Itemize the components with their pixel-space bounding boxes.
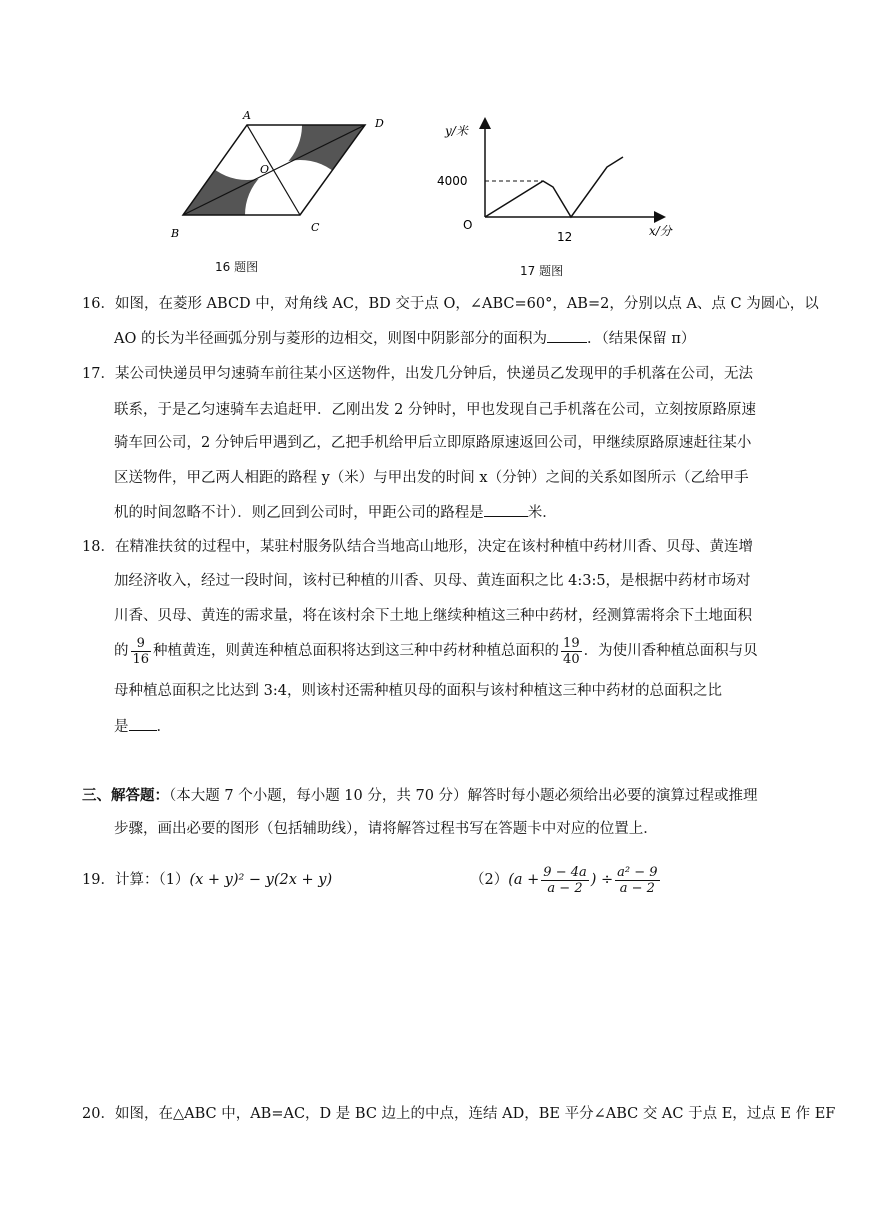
q19-fraction-1-denominator: a − 2 [547,880,583,896]
q16-answer-blank [547,328,587,343]
q17-answer-blank [484,502,528,517]
q16-number: 16． [82,296,115,312]
q19-expression-1: (x + y)² − y(2x + y) [189,872,333,888]
q17-line-4 [114,468,749,488]
q19-number: 19． [82,872,115,888]
q18-text-4b: 种植黄连，则黄连种植总面积将达到这三种中药材种植总面积的 [153,643,560,659]
q19-fraction-2 [615,865,659,896]
q19-fraction-1 [541,865,588,896]
q20-line-1 [82,1104,835,1124]
y-tick-4000: 4000 [437,174,468,188]
q16-line-2 [114,328,695,349]
label-A: A [243,109,251,122]
section-3-title: 三、解答题： [82,787,169,804]
q17-text-4: 区送物件，甲乙两人相距的路程 y（米）与甲出发的时间 x（分钟）之间的关系如图所示（乙给甲手 [114,470,749,486]
x-axis-label: x/分 [649,224,672,238]
q18-text-1: 在精准扶贫的过程中，某驻村服务队结合当地高山地形，决定在该村种植中药材川香、贝母、黄连增 [114,539,753,555]
label-C: C [311,221,320,234]
origin-label: O [463,218,473,232]
q18-text-3: 川香、贝母、黄连的需求量，将在该村余下土地上继续种植这三种中药材，经测算需将余下土地面积 [114,608,752,624]
q19-part1-label: （1） [158,872,190,888]
q17-number: 17． [82,366,115,382]
q17-line-3 [114,433,751,453]
figure-16-rhombus [165,105,405,245]
q18-text-5: 母种植总面积之比达到 3:4，则该村还需种植贝母的面积与该村种植这三种中药材的总面积之比 [114,683,722,699]
q18-line-6 [114,716,171,737]
q19-part2-label: （2） [470,872,509,888]
q17-line-1 [82,364,753,384]
q17-line-5 [114,502,557,523]
q17-text-1: 某公司快递员甲匀速骑车前往某小区送物件，出发几分钟后，快递员乙发现甲的手机落在公司，无法 [114,366,753,382]
q18-number: 18． [82,539,115,555]
q19-fraction-1-numerator: 9 − 4a [543,864,587,880]
q19-expr2-open: (a + [508,872,540,888]
fraction-19-40-numerator: 19 [563,635,580,651]
q17-text-5b: 米． [527,505,557,521]
q18-line-4 [114,634,758,668]
q17-text-2: 联系，于是乙匀速骑车去追赶甲．乙刚出发 2 分钟时，甲也发现自己手机落在公司，立刻按原路原速 [114,402,756,418]
q16-text-1: 如图，在菱形 ABCD 中，对角线 AC，BD 交于点 O，∠ABC=60°，AB=2，分别以点 A、点 C 为圆心，以 [114,296,819,312]
q18-answer-blank [129,716,157,731]
fraction-9-16 [131,636,152,667]
q16-text-2b: ．（结果保留 π） [586,331,696,347]
label-D: D [375,117,384,130]
q18-line-2 [114,571,751,591]
section-3-text-1: （本大题 7 个小题，每小题 10 分，共 70 分）解答时每小题必须给出必要的演算过程或推理 [169,788,758,804]
fraction-19-40-denominator: 40 [563,651,580,667]
q17-text-3: 骑车回公司，2 分钟后甲遇到乙，乙把手机给甲后立即原路原速返回公司，甲继续原路原速赶往某小 [114,435,752,451]
q18-text-4a: 的 [114,643,129,659]
q18-line-3 [114,606,752,626]
label-B: B [171,227,180,240]
q17-line-2 [114,400,756,420]
label-O: O [260,163,270,176]
q18-text-4c: ．为使川香种植总面积与贝 [583,643,758,659]
figure-17-graph [425,115,685,245]
x-tick-12: 12 [557,230,573,244]
q16-line-1 [82,294,819,314]
q18-text-6b: ． [156,719,171,735]
y-axis-label: y/米 [445,124,468,138]
q18-line-5 [114,681,722,701]
fraction-9-16-denominator: 16 [132,651,150,667]
section-3-text-2: 步骤，画出必要的图形（包括辅助线），请将解答过程书写在答题卡中对应的位置上． [114,821,658,837]
fraction-19-40 [561,636,582,667]
q18-line-1 [82,537,753,557]
q19-fraction-2-denominator: a − 2 [619,880,655,896]
figure-16-caption: 16 题图 [215,260,259,274]
q16-text-2a: AO 的长为半径画弧分别与菱形的边相交，则图中阴影部分的面积为 [114,331,547,347]
q19-part2 [470,856,662,904]
q19-line [82,870,332,890]
q19-label: 计算： [114,872,159,888]
q19-fraction-2-numerator: a² − 9 [617,864,658,880]
q20-number: 20． [82,1106,115,1122]
section-3-line-2 [114,819,658,839]
q20-text-1: 如图，在△ABC 中，AB=AC，D 是 BC 边上的中点，连结 AD，BE 平分∠ABC 交 AC 于点 E，过点 E 作 EF [114,1106,836,1122]
q19-expr2-divide: ) ÷ [590,872,614,888]
q18-text-2: 加经济收入，经过一段时间，该村已种植的川香、贝母、黄连面积之比 4:3:5，是根据中药材市场对 [114,573,751,589]
q18-text-6a: 是 [114,719,129,735]
figure-17-caption: 17 题图 [520,264,564,278]
section-3-line-1 [82,786,758,806]
q17-text-5a: 机的时间忽略不计）．则乙回到公司时，甲距公司的路程是 [114,505,484,521]
fraction-9-16-numerator: 9 [131,636,152,652]
